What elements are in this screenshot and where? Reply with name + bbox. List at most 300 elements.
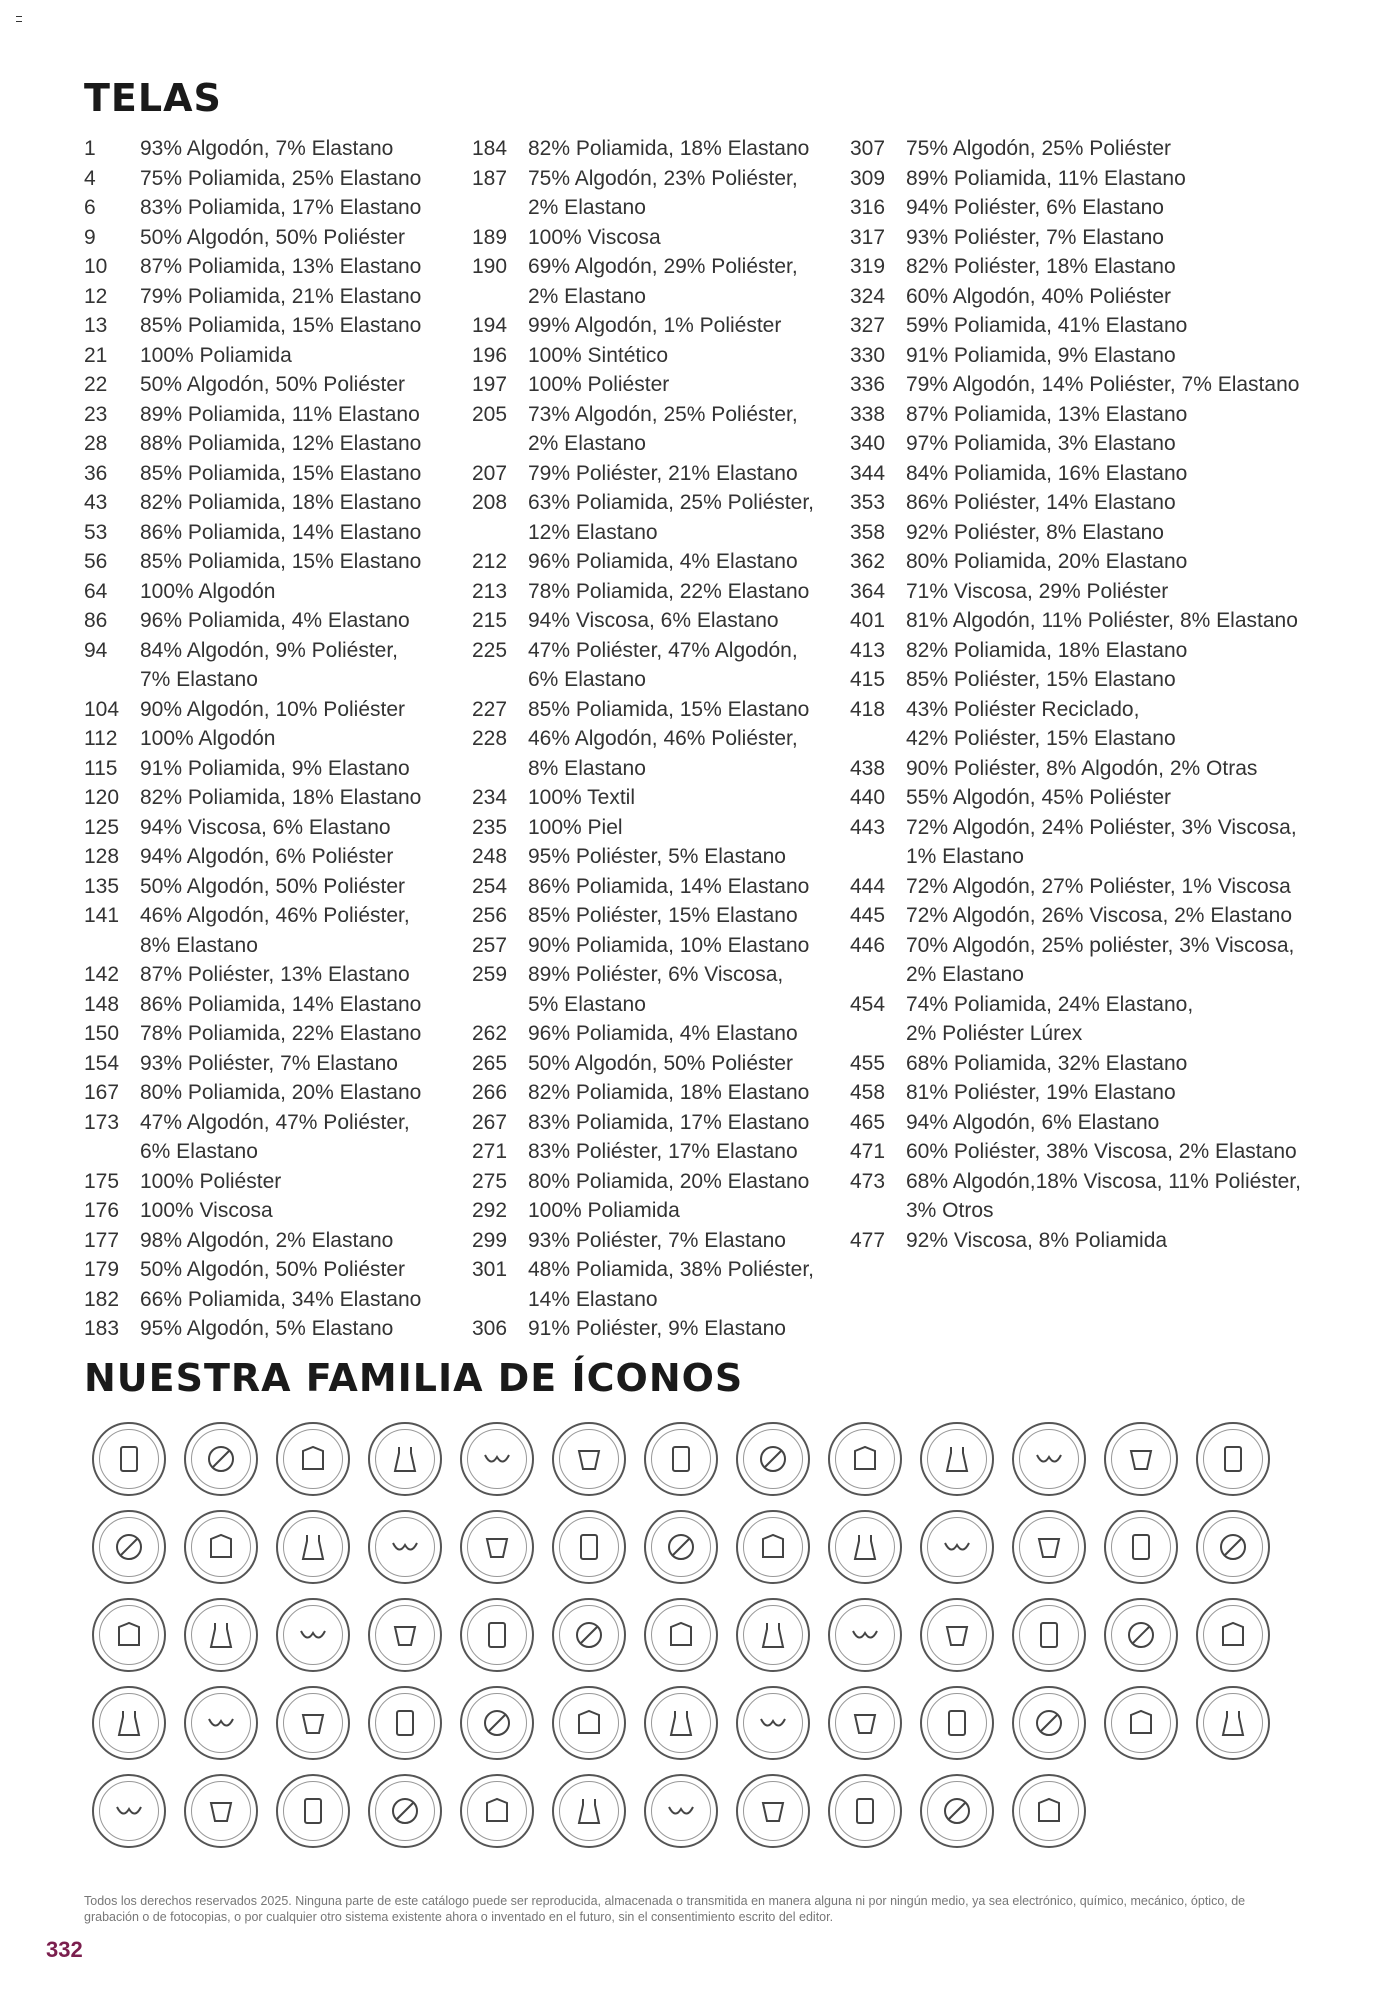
- fabric-code: 259: [472, 963, 508, 986]
- fabric-composition: 78% Poliamida, 22% Elastano: [528, 579, 810, 603]
- fabric-row: [84, 400, 464, 430]
- fabric-code: 327: [850, 314, 886, 337]
- fabric-code: 125: [84, 815, 120, 839]
- fabric-composition: 100% Poliamida: [528, 1199, 680, 1222]
- fabric-composition: 96% Poliamida, 4% Elastano: [528, 1022, 798, 1045]
- fabric-composition: 72% Algodón, 27% Poliéster, 1% Viscosa: [906, 874, 1291, 898]
- sole-icon: [460, 1598, 534, 1672]
- boxer-icon: [736, 1510, 810, 1584]
- fabric-composition: 81% Algodón, 11% Poliéster, 8% Elastano: [906, 609, 1298, 632]
- fabric-row: [850, 282, 1310, 312]
- fabric-code: 13: [84, 314, 108, 337]
- legging-icon: [920, 1510, 994, 1584]
- fabric-row: [84, 164, 464, 194]
- fabric-row: [472, 872, 842, 902]
- bodysuit-icon: [1104, 1510, 1178, 1584]
- fabric-code: 444: [850, 874, 886, 898]
- long-pants-icon: [828, 1510, 902, 1584]
- fabric-row: [84, 636, 464, 695]
- fabric-composition: 82% Poliamida, 18% Elastano: [528, 137, 810, 160]
- fabric-row: [472, 547, 842, 577]
- fabric-composition: 75% Algodón, 23% Poliéster, 2% Elastano: [528, 166, 798, 219]
- fabric-row: [84, 1226, 464, 1256]
- fabric-composition: 90% Poliamida, 10% Elastano: [528, 933, 810, 957]
- fabric-row: [850, 459, 1310, 489]
- fabric-composition: 43% Poliéster Reciclado, 42% Poliéster, 15% Elastano: [906, 697, 1176, 750]
- fabric-composition: 88% Poliamida, 12% Elastano: [140, 432, 422, 455]
- tank-top-light-icon: [1104, 1422, 1178, 1496]
- fabric-row: [850, 901, 1310, 931]
- fabric-code: 235: [472, 815, 508, 839]
- fabric-code: 194: [472, 314, 508, 337]
- fabric-row: [472, 1108, 842, 1138]
- fabric-row: [472, 695, 842, 725]
- corset-icon: [184, 1686, 258, 1760]
- fabric-code: 307: [850, 137, 886, 160]
- shapewear-icon: [920, 1422, 994, 1496]
- fabric-row: [472, 842, 842, 872]
- fabric-composition: 91% Poliamida, 9% Elastano: [906, 343, 1176, 367]
- fabric-code: 267: [472, 1110, 508, 1134]
- fabric-code: 465: [850, 1110, 886, 1134]
- fabric-composition: 82% Poliamida, 18% Elastano: [140, 786, 422, 809]
- fabric-code: 112: [84, 727, 118, 750]
- fabric-row: [472, 1314, 842, 1344]
- fabric-row: [84, 488, 464, 518]
- clock-icon: [828, 1598, 902, 1672]
- fabric-row: [850, 665, 1310, 695]
- fabric-code: 401: [850, 609, 886, 632]
- leaf-icon: [184, 1598, 258, 1672]
- mountain-icon: [920, 1774, 994, 1848]
- fabric-composition: 79% Algodón, 14% Poliéster, 7% Elastano: [906, 373, 1300, 396]
- fabric-row: [472, 636, 842, 695]
- fabric-row: [472, 1196, 842, 1226]
- fabric-row: [850, 341, 1310, 371]
- fabric-row: [850, 606, 1310, 636]
- fabric-code: 43: [84, 491, 108, 514]
- fabric-code: 56: [84, 550, 108, 573]
- fabric-row: [472, 813, 842, 843]
- fabric-code: 254: [472, 874, 508, 898]
- tank-icon: [184, 1510, 258, 1584]
- fabric-composition: 82% Poliamida, 18% Elastano: [528, 1081, 810, 1104]
- fabric-row: [84, 223, 464, 253]
- body-control-icon: [736, 1598, 810, 1672]
- fabric-row: [84, 1285, 464, 1315]
- camisole-icon: [368, 1422, 442, 1496]
- fabric-composition: 82% Poliamida, 18% Elastano: [906, 638, 1188, 662]
- fabric-composition: 80% Poliamida, 20% Elastano: [906, 550, 1188, 573]
- dumbbell-icon: [92, 1774, 166, 1848]
- fabric-row: [850, 695, 1310, 754]
- fabric-row: [84, 724, 464, 754]
- fabric-composition: 87% Poliéster, 13% Elastano: [140, 963, 410, 986]
- fabric-row: [472, 400, 842, 459]
- fabric-code: 213: [472, 579, 508, 603]
- fabric-row: [84, 990, 464, 1020]
- fabric-code: 440: [850, 786, 886, 809]
- fabric-code: 167: [84, 1081, 120, 1104]
- fabric-composition: 48% Poliamida, 38% Poliéster, 14% Elastano: [528, 1258, 814, 1311]
- fabric-code: 324: [850, 284, 886, 308]
- fabric-composition: 50% Algodón, 50% Poliéster: [528, 1051, 794, 1075]
- fabric-code: 53: [84, 520, 108, 544]
- fabric-code: 184: [472, 137, 508, 160]
- fabric-composition: 100% Viscosa: [528, 225, 661, 249]
- fabric-composition: 82% Poliamida, 18% Elastano: [140, 491, 422, 514]
- fabric-row: [84, 252, 464, 282]
- fabric-code: 454: [850, 992, 886, 1016]
- fabric-code: 445: [850, 904, 886, 927]
- star-burst-icon: [920, 1686, 994, 1760]
- fabric-composition: 86% Poliamida, 14% Elastano: [528, 874, 810, 898]
- fabric-row: [472, 1078, 842, 1108]
- fabric-code: 1: [84, 137, 96, 160]
- fabric-composition: 94% Poliéster, 6% Elastano: [906, 196, 1164, 219]
- top-light-2-icon: [92, 1510, 166, 1584]
- fabric-row: [850, 193, 1310, 223]
- fabric-row: [84, 754, 464, 784]
- stars-icon: [736, 1686, 810, 1760]
- fabric-code: 364: [850, 579, 886, 603]
- shoe-sole-icon: [644, 1598, 718, 1672]
- fabric-code: 12: [84, 284, 108, 308]
- fabric-code: 175: [84, 1169, 120, 1193]
- fabric-composition: 90% Algodón, 10% Poliéster: [140, 697, 406, 721]
- fabric-code: 173: [84, 1110, 120, 1134]
- fabric-composition: 87% Poliamida, 13% Elastano: [140, 255, 422, 278]
- fabric-row: [850, 636, 1310, 666]
- fabric-composition: 79% Poliéster, 21% Elastano: [528, 461, 798, 485]
- fabric-composition: 97% Poliamida, 3% Elastano: [906, 432, 1176, 455]
- fabric-code: 228: [472, 727, 508, 750]
- fabric-row: [84, 370, 464, 400]
- fabric-row: [472, 724, 842, 783]
- fabric-row: [472, 1226, 842, 1256]
- fabric-composition: 91% Poliamida, 9% Elastano: [140, 756, 410, 780]
- fabric-code: 477: [850, 1228, 886, 1252]
- cloud-icon: [92, 1686, 166, 1760]
- fabric-code: 225: [472, 638, 508, 662]
- sizing-icon: [92, 1422, 166, 1496]
- fabric-composition: 50% Algodón, 50% Poliéster: [140, 1258, 406, 1281]
- fabric-code: 94: [84, 638, 108, 662]
- fabric-row: [472, 134, 842, 164]
- fabric-row: [84, 606, 464, 636]
- fabric-code: 177: [84, 1228, 120, 1252]
- fabric-composition: 94% Viscosa, 6% Elastano: [140, 815, 391, 839]
- copyright-note: Todos los derechos reservados 2025. Ninguna parte de este catálogo puede ser reproducida, almacenada o transmitida en manera alguna ni por ningún medio, ya sea electrónico, químico, mecánico, óptico, de grabación o de fotocopias, o por cualquier otro sistema existente ahora o inventado en el futuro, sin el consentimiento escrito del editor.: [84, 1893, 1246, 1924]
- fabric-row: [472, 783, 842, 813]
- fabric-composition: 79% Poliamida, 21% Elastano: [140, 284, 422, 308]
- fabric-code: 28: [84, 432, 108, 455]
- dress-icon: [368, 1510, 442, 1584]
- fabric-column-1: [84, 134, 464, 1344]
- fabric-code: 353: [850, 491, 886, 514]
- fabric-row: [84, 547, 464, 577]
- fabric-code: 86: [84, 609, 108, 632]
- swimsuit-icon: [920, 1598, 994, 1672]
- fabric-composition: 94% Algodón, 6% Poliéster: [140, 845, 394, 868]
- fabric-row: [84, 1196, 464, 1226]
- fabric-composition: 92% Poliéster, 8% Elastano: [906, 520, 1164, 544]
- fabric-row: [84, 842, 464, 872]
- fabric-code: 415: [850, 668, 886, 691]
- fabric-composition: 100% Sintético: [528, 343, 669, 367]
- fabric-row: [84, 459, 464, 489]
- fabric-code: 257: [472, 933, 508, 957]
- fabric-composition: 86% Poliéster, 14% Elastano: [906, 491, 1176, 514]
- fabric-code: 330: [850, 343, 886, 367]
- fabric-row: [472, 223, 842, 253]
- fabric-code: 196: [472, 343, 508, 367]
- fabric-code: 135: [84, 874, 120, 898]
- fabric-composition: 93% Poliéster, 7% Elastano: [906, 225, 1164, 249]
- double-fabric-icon: [276, 1422, 350, 1496]
- fabric-code: 215: [472, 609, 508, 632]
- fabric-composition: 100% Poliamida: [140, 343, 292, 367]
- fabric-row: [472, 341, 842, 371]
- fabric-composition: 75% Poliamida, 25% Elastano: [140, 166, 422, 190]
- fabric-composition: 89% Poliéster, 6% Viscosa, 5% Elastano: [528, 963, 784, 1016]
- sun-gradient-icon: [368, 1774, 442, 1848]
- fabric-code: 176: [84, 1199, 120, 1222]
- fabric-row: [84, 518, 464, 548]
- fabric-column-2: [472, 134, 842, 1344]
- shorts-icon: [552, 1510, 626, 1584]
- fabric-composition: 82% Poliéster, 18% Elastano: [906, 255, 1176, 278]
- fabric-row: [84, 1049, 464, 1079]
- fabric-row: [850, 931, 1310, 990]
- fabric-row: [472, 1019, 842, 1049]
- fabric-code: 443: [850, 815, 886, 839]
- fabric-code: 248: [472, 845, 508, 868]
- fabric-code: 340: [850, 432, 886, 455]
- insole-icon: [552, 1598, 626, 1672]
- fabric-code: 9: [84, 225, 96, 249]
- fabric-composition: 99% Algodón, 1% Poliéster: [528, 314, 782, 337]
- fabric-code: 319: [850, 255, 886, 278]
- fabric-code: 10: [84, 255, 108, 278]
- fabric-row: [472, 252, 842, 311]
- fabric-code: 207: [472, 461, 508, 485]
- fabric-row: [84, 1314, 464, 1344]
- fabric-composition: 85% Poliamida, 15% Elastano: [140, 550, 422, 573]
- fabric-code: 256: [472, 904, 508, 927]
- fabric-row: [84, 960, 464, 990]
- fabric-row: [472, 577, 842, 607]
- drop-icon: [1012, 1598, 1086, 1672]
- fabric-row: [850, 164, 1310, 194]
- fabric-composition: 86% Poliamida, 14% Elastano: [140, 992, 422, 1016]
- fabric-composition: 94% Algodón, 6% Elastano: [906, 1110, 1160, 1134]
- fabric-row: [850, 252, 1310, 282]
- rolled-fabric-icon: [1104, 1686, 1178, 1760]
- fabric-code: 358: [850, 520, 886, 544]
- fabric-code: 299: [472, 1228, 508, 1252]
- fabric-code: 471: [850, 1140, 886, 1163]
- fabric-code: 362: [850, 550, 886, 573]
- tshirt-icon: [276, 1510, 350, 1584]
- telas-title: TELAS: [84, 76, 222, 120]
- fabric-composition: 68% Algodón,18% Viscosa, 11% Poliéster, 3% Otros: [906, 1169, 1301, 1222]
- fabric-composition: 100% Piel: [528, 815, 623, 839]
- fabric-code: 148: [84, 992, 120, 1016]
- fabric-code: 205: [472, 402, 508, 426]
- camisole-lace-icon: [92, 1598, 166, 1672]
- fabric-code: 306: [472, 1317, 508, 1340]
- fabric-composition: 91% Poliéster, 9% Elastano: [528, 1317, 786, 1340]
- long-top-icon: [1196, 1598, 1270, 1672]
- fabric-code: 275: [472, 1169, 508, 1193]
- bra-icon: [460, 1422, 534, 1496]
- fabric-code: 104: [84, 697, 120, 721]
- fabric-code: 265: [472, 1051, 508, 1075]
- fabric-row: [84, 577, 464, 607]
- fabric-code: 338: [850, 402, 886, 426]
- brief-icon: [736, 1422, 810, 1496]
- fabric-composition: 46% Algodón, 46% Poliéster, 8% Elastano: [528, 727, 798, 780]
- cloud-swirl-icon: [828, 1774, 902, 1848]
- fabric-code: 234: [472, 786, 508, 809]
- sole-tread-icon: [552, 1686, 626, 1760]
- fabric-composition: 92% Viscosa, 8% Poliamida: [906, 1228, 1168, 1252]
- panty-icon: [644, 1422, 718, 1496]
- fabric-row: [850, 1226, 1310, 1256]
- fabric-row: [84, 872, 464, 902]
- waist-trainer-icon: [184, 1774, 258, 1848]
- fabric-row: [850, 370, 1310, 400]
- fabric-composition: 100% Poliéster: [140, 1169, 282, 1193]
- fabric-composition: 46% Algodón, 46% Poliéster, 8% Elastano: [140, 904, 410, 957]
- fabric-row: [84, 901, 464, 960]
- fabric-composition: 98% Algodón, 2% Elastano: [140, 1228, 394, 1252]
- fabric-composition: 68% Poliamida, 32% Elastano: [906, 1051, 1188, 1075]
- fabric-row: [472, 931, 842, 961]
- fabric-code: 6: [84, 196, 96, 219]
- fabric-composition: 100% Poliéster: [528, 373, 670, 396]
- fabric-row: [850, 223, 1310, 253]
- fabric-code: 115: [84, 756, 118, 780]
- fabric-row: [850, 577, 1310, 607]
- platform-shoe-icon: [368, 1686, 442, 1760]
- fabric-row: [472, 311, 842, 341]
- fabric-row: [472, 901, 842, 931]
- fabric-code: 271: [472, 1140, 508, 1163]
- fabric-code: 212: [472, 550, 508, 573]
- fabric-row: [472, 1167, 842, 1197]
- fabric-code: 141: [84, 904, 120, 927]
- overall-icon: [1196, 1686, 1270, 1760]
- fabric-row: [850, 990, 1310, 1049]
- fabric-column-3: [850, 134, 1310, 1255]
- feather-icon: [1104, 1598, 1178, 1672]
- suspenders-icon: [276, 1774, 350, 1848]
- fabric-row: [850, 311, 1310, 341]
- fabric-row: [850, 754, 1310, 784]
- fabric-row: [84, 1167, 464, 1197]
- bra-lace-icon: [644, 1774, 718, 1848]
- fabric-row: [472, 1137, 842, 1167]
- fabric-composition: 73% Algodón, 25% Poliéster, 2% Elastano: [528, 402, 798, 455]
- sneaker-stripe-icon: [1012, 1686, 1086, 1760]
- fabric-row: [472, 1255, 842, 1314]
- fabric-row: [84, 1078, 464, 1108]
- fabric-row: [850, 1049, 1310, 1079]
- fabric-row: [472, 164, 842, 223]
- fabric-composition: 95% Algodón, 5% Elastano: [140, 1317, 394, 1340]
- fabric-code: 446: [850, 933, 886, 957]
- fabric-code: 227: [472, 697, 508, 721]
- fabric-composition: 47% Poliéster, 47% Algodón, 6% Elastano: [528, 638, 798, 691]
- slip-dress-icon: [460, 1510, 534, 1584]
- fabric-row: [472, 960, 842, 1019]
- fabric-composition: 72% Algodón, 24% Poliéster, 3% Viscosa, 1% Elastano: [906, 815, 1297, 868]
- fabric-code: 150: [84, 1022, 120, 1045]
- top-light-icon: [1196, 1422, 1270, 1496]
- fabric-composition: 66% Poliamida, 34% Elastano: [140, 1287, 422, 1311]
- fabric-composition: 81% Poliéster, 19% Elastano: [906, 1081, 1176, 1104]
- fabric-composition: 83% Poliéster, 17% Elastano: [528, 1140, 798, 1163]
- fabric-row: [850, 1137, 1310, 1167]
- fabric-row: [850, 429, 1310, 459]
- fabric-composition: 63% Poliamida, 25% Poliéster, 12% Elastano: [528, 491, 814, 544]
- fabric-composition: 72% Algodón, 26% Viscosa, 2% Elastano: [906, 904, 1293, 927]
- tank-top-icon: [1012, 1422, 1086, 1496]
- fabric-code: 23: [84, 402, 108, 426]
- fabric-row: [850, 1108, 1310, 1138]
- fabric-composition: 85% Poliamida, 15% Elastano: [528, 697, 810, 721]
- rings-icon: [1012, 1774, 1086, 1848]
- fabric-composition: 100% Algodón: [140, 579, 276, 603]
- fabric-code: 183: [84, 1317, 120, 1340]
- fabric-code: 316: [850, 196, 886, 219]
- fabric-row: [850, 400, 1310, 430]
- fabric-row: [850, 813, 1310, 872]
- fabric-row: [84, 134, 464, 164]
- fabric-composition: 69% Algodón, 29% Poliéster, 2% Elastano: [528, 255, 798, 308]
- fabric-row: [84, 311, 464, 341]
- fabric-code: 4: [84, 166, 96, 190]
- fabric-row: [472, 1049, 842, 1079]
- fabric-composition: 85% Poliéster, 15% Elastano: [906, 668, 1176, 691]
- fabric-code: 344: [850, 461, 886, 485]
- fabric-composition: 74% Poliamida, 24% Elastano, 2% Poliéster Lúrex: [906, 992, 1194, 1045]
- fabric-code: 142: [84, 963, 120, 986]
- fabric-row: [472, 606, 842, 636]
- fabric-row: [472, 459, 842, 489]
- fabric-composition: 84% Poliamida, 16% Elastano: [906, 461, 1188, 485]
- fabric-code: 21: [84, 343, 108, 367]
- page-number: 332: [46, 1937, 83, 1962]
- fabric-code: 455: [850, 1051, 886, 1075]
- fabric-row: [850, 547, 1310, 577]
- fabric-code: 189: [472, 225, 508, 249]
- fabric-row: [850, 783, 1310, 813]
- fabric-code: 336: [850, 373, 886, 396]
- fabric-row: [84, 1108, 464, 1167]
- pants-icon: [644, 1510, 718, 1584]
- fabric-code: 187: [472, 166, 508, 190]
- fabric-composition: 86% Poliamida, 14% Elastano: [140, 520, 422, 544]
- fabric-composition: 100% Textil: [528, 786, 636, 809]
- fabric-code: 120: [84, 786, 120, 809]
- fabric-composition: 93% Algodón, 7% Elastano: [140, 137, 394, 160]
- fabric-code: 473: [850, 1169, 886, 1193]
- fabric-composition: 89% Poliamida, 11% Elastano: [140, 402, 420, 426]
- fabric-row: [472, 488, 842, 547]
